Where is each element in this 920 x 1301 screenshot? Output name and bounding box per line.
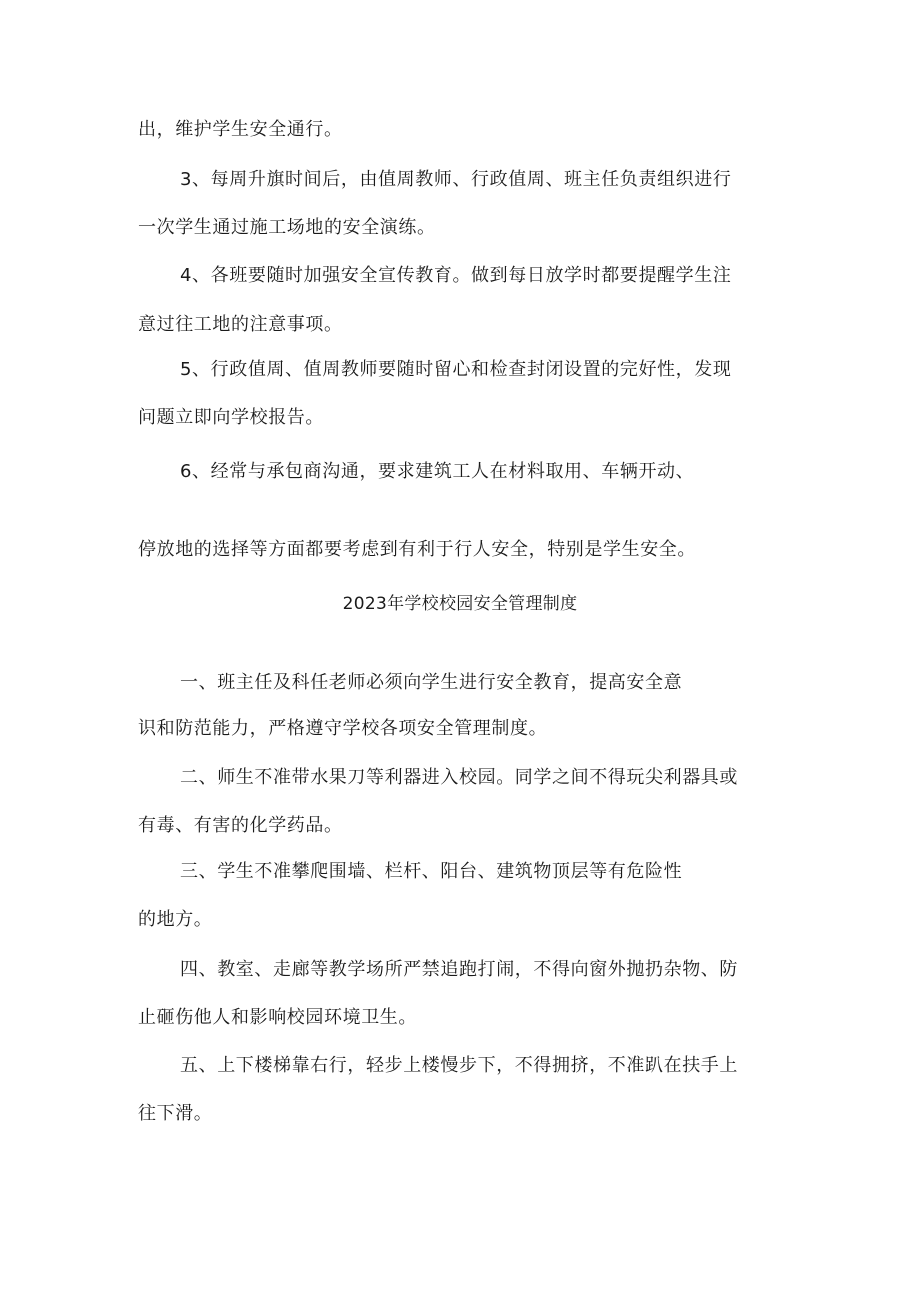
text-line: 意过往工地的注意事项。: [138, 314, 343, 335]
text-line: 停放地的选择等方面都要考虑到有利于行人安全，特别是学生安全。: [138, 539, 696, 560]
rule-line: 一、班主任及科任老师必须向学生进行安全教育，提高安全意: [180, 672, 683, 693]
rule-line: 的地方。: [138, 909, 213, 930]
rule-line: 四、教室、走廊等教学场所严禁追跑打闹，不得向窗外抛扔杂物、防: [180, 959, 738, 980]
rule-line: 识和防范能力，严格遵守学校各项安全管理制度。: [138, 718, 548, 739]
rule-line: 三、学生不准攀爬围墙、栏杆、阳台、建筑物顶层等有危险性: [180, 861, 683, 882]
rule-line: 五、上下楼梯靠右行，轻步上楼慢步下，不得拥挤，不准趴在扶手上: [180, 1055, 738, 1076]
rule-line: 有毒、有害的化学药品。: [138, 815, 343, 836]
rule-line: 二、师生不准带水果刀等利器进入校园。同学之间不得玩尖利器具或: [180, 767, 738, 788]
text-line: 6、经常与承包商沟通，要求建筑工人在材料取用、车辆开动、: [180, 461, 695, 482]
text-line: 一次学生通过施工场地的安全演练。: [138, 217, 436, 238]
text-line: 5、行政值周、值周教师要随时留心和检查封闭设置的完好性，发现: [180, 359, 732, 380]
rule-line: 往下滑。: [138, 1103, 213, 1124]
text-line: 4、各班要随时加强安全宣传教育。做到每日放学时都要提醒学生注: [180, 265, 732, 286]
text-line: 出，维护学生安全通行。: [138, 119, 343, 140]
text-line: 3、每周升旗时间后，由值周教师、行政值周、班主任负责组织进行: [180, 169, 732, 190]
text-line: 问题立即向学校报告。: [138, 407, 324, 428]
section-title: 2023年学校校园安全管理制度: [342, 594, 578, 614]
rule-line: 止砸伤他人和影响校园环境卫生。: [138, 1007, 417, 1028]
